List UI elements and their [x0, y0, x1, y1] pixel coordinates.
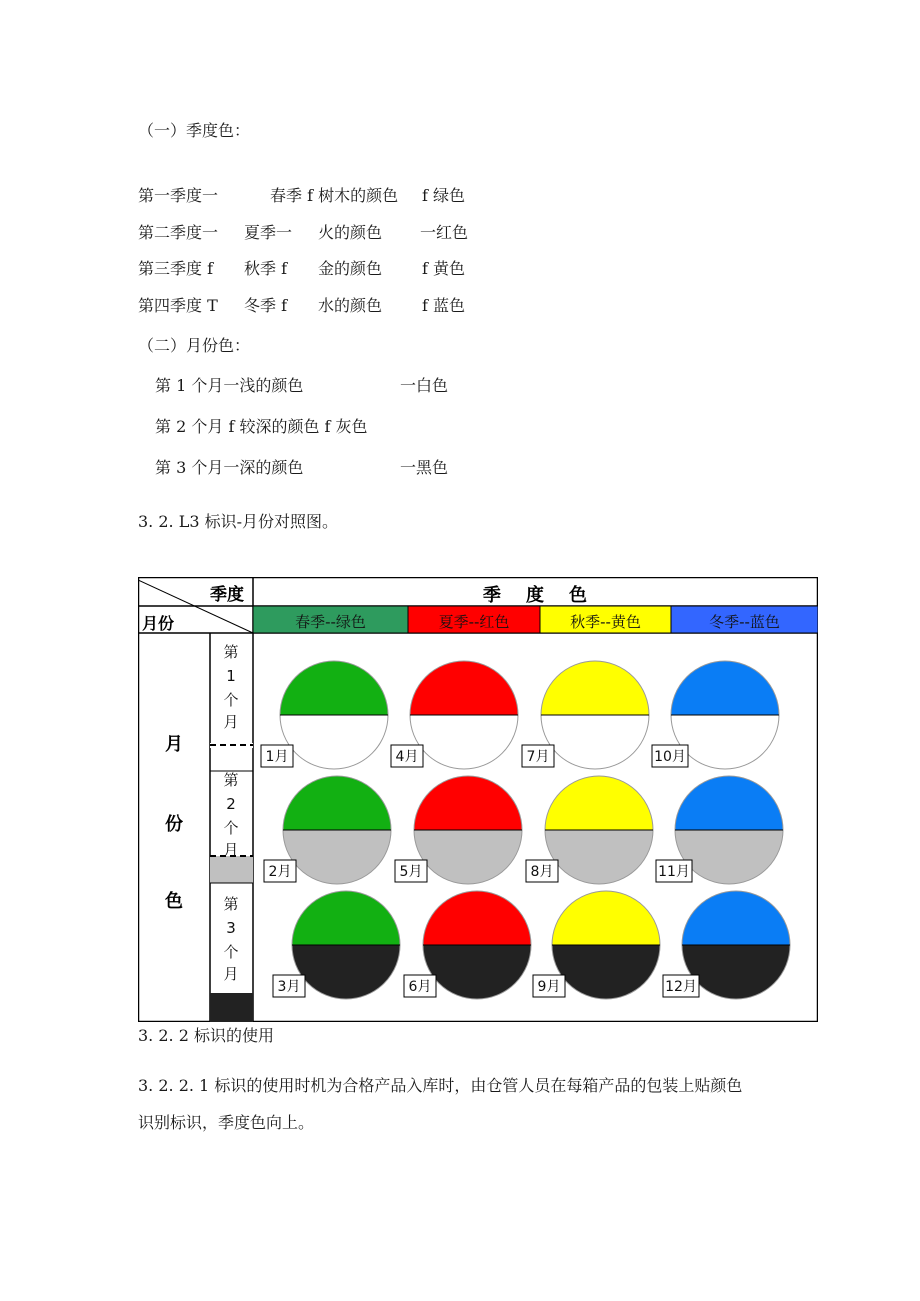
month-tag: 7月 [526, 749, 550, 765]
quarter-label: 第一季度一 [138, 186, 219, 205]
month-group-swatch [210, 993, 253, 1022]
quarter-color: f 绿色 [422, 186, 466, 205]
quarter-element: 水的颜色 [318, 296, 383, 315]
chart-title: 季 度 色 [482, 585, 588, 606]
sub-heading: 3. 2. 2 标识的使用 [138, 1026, 274, 1045]
month-rule-text: 第 1 个月一浅的颜色 [155, 376, 304, 395]
month-tag: 4月 [395, 749, 419, 765]
quarter-label: 第二季度一 [138, 223, 219, 242]
quarter-season: 夏季一 [244, 223, 293, 242]
month-color-char: 月 [165, 734, 183, 755]
season-month-chart [138, 577, 818, 1022]
month-group-char: 第 [223, 771, 239, 789]
quarter-season: 秋季 f [244, 259, 288, 278]
season-label: 冬季--蓝色 [709, 613, 780, 631]
month-rule-text: 第 2 个月 f 较深的颜色 f 灰色 [155, 417, 368, 436]
month-tag: 6月 [408, 979, 432, 995]
month-rule-color: 一黑色 [400, 458, 449, 477]
quarter-season: 春季 f 树木的颜色 [270, 186, 399, 205]
month-group-char: 月 [223, 841, 239, 859]
month-group-char: 第 [223, 643, 239, 661]
month-group-char: 个 [223, 943, 239, 961]
corner-season-label: 季度 [210, 585, 244, 605]
month-tag: 12月 [665, 979, 697, 995]
month-tag: 3月 [277, 979, 301, 995]
month-group-char: 第 [223, 895, 239, 913]
month-group-char: 个 [223, 819, 239, 837]
season-label: 夏季--红色 [438, 613, 510, 631]
quarter-label: 第三季度 f [138, 259, 214, 278]
month-group-char: 2 [226, 795, 236, 813]
quarter-element: 金的颜色 [318, 259, 383, 278]
figure-caption: 3. 2. L3 标识-月份对照图。 [138, 512, 339, 531]
month-color-char: 份 [165, 814, 183, 835]
season-label: 春季--绿色 [295, 613, 366, 631]
month-rule-text: 第 3 个月一深的颜色 [155, 458, 304, 477]
month-group-swatch [210, 856, 253, 883]
month-tag: 8月 [530, 864, 554, 880]
quarter-color: 一红色 [420, 223, 469, 242]
month-tag: 11月 [658, 864, 690, 880]
section1-heading: （一）季度色： [138, 121, 251, 140]
quarter-season: 冬季 f [244, 296, 288, 315]
season-label: 秋季--黄色 [570, 613, 641, 631]
corner-month-label: 月份 [142, 614, 175, 633]
section2-heading: （二）月份色： [138, 336, 251, 355]
month-tag: 9月 [537, 979, 561, 995]
month-tag: 10月 [654, 749, 686, 765]
month-group-char: 月 [223, 965, 239, 983]
paragraph-line: 识别标识，季度色向上。 [138, 1113, 315, 1132]
paragraph-line: 3. 2. 2. 1 标识的使用时机为合格产品入库时，由仓管人员在每箱产品的包装上贴颜色 [138, 1076, 743, 1095]
month-tag: 2月 [268, 864, 292, 880]
quarter-color: f 蓝色 [422, 296, 466, 315]
quarter-element: 火的颜色 [318, 223, 383, 242]
season-header-row [253, 606, 818, 633]
month-group-char: 个 [223, 691, 239, 709]
quarter-color: f 黄色 [422, 259, 466, 278]
month-tag: 5月 [399, 864, 423, 880]
month-color-char: 色 [165, 891, 183, 912]
month-group-char: 1 [226, 667, 236, 685]
quarter-label: 第四季度 T [138, 296, 218, 315]
month-tag: 1月 [265, 749, 289, 765]
month-rule-color: 一白色 [400, 376, 449, 395]
month-group-char: 3 [226, 919, 236, 937]
month-group-char: 月 [223, 713, 239, 731]
